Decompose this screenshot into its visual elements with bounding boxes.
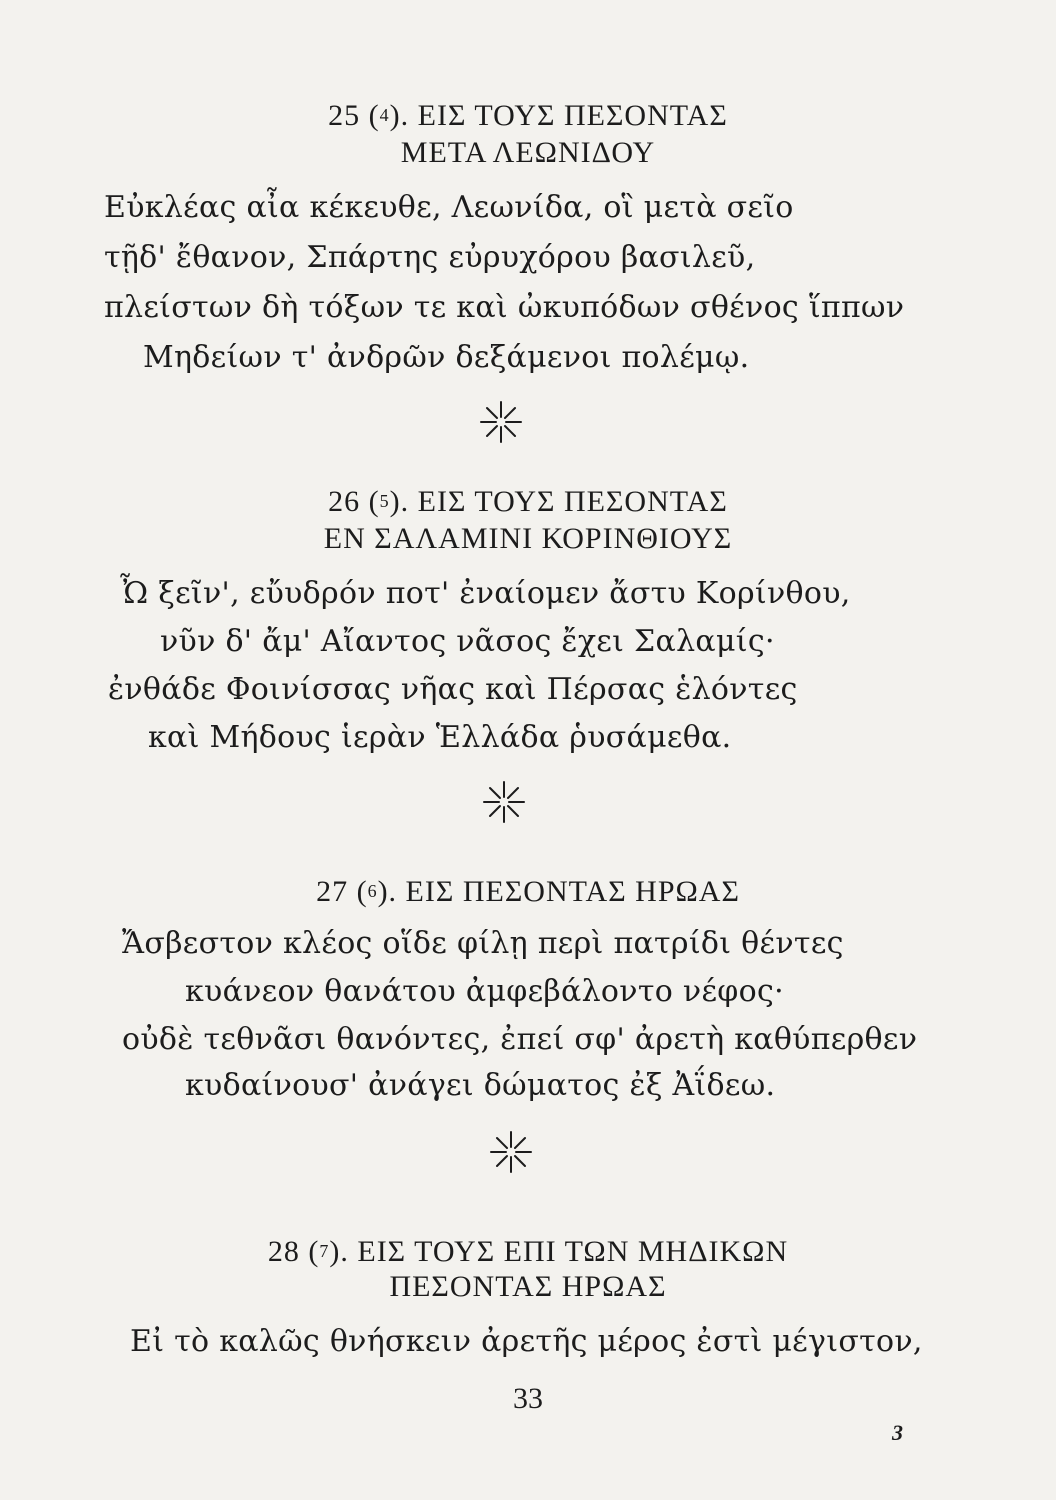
epigram-28-number: 28 ( (267, 1235, 320, 1268)
epigram-28-heading-line1 (0, 1232, 1056, 1271)
epigram-27-verse-1: Ἄσβεστον κλέος οἵδε φίλῃ περὶ πατρίδι θέντες (122, 926, 844, 961)
epigram-25-verse-3: πλείστων δὴ τόξων τε καὶ ὠκυπόδων σθένος ἵππων (104, 290, 905, 325)
epigram-26-number: 26 ( (328, 485, 380, 518)
page-number: 33 (513, 1382, 543, 1415)
epigram-26-verse-2: νῦν δ' ἄμ' Αἴαντος νᾶσος ἔχει Σαλαμίς· (160, 624, 775, 659)
epigram-28-source-number: 7 (319, 1241, 330, 1261)
epigram-26-verse-3: ἐνθάδε Φοινίσσας νῆας καὶ Πέρσας ἑλόντες (108, 672, 798, 707)
epigram-28-heading-line2: ΠΕΣΟΝΤΑΣ ΗΡΩΑΣ (389, 1270, 667, 1303)
epigram-25-heading-line2: ΜΕΤΑ ΛΕΩΝΙΔΟΥ (400, 136, 656, 169)
epigram-25-verse-4: Μηδείων τ' ἀνδρῶν δεξάμενοι πολέμῳ. (143, 340, 750, 375)
epigram-25-number: 25 ( (328, 99, 380, 132)
epigram-27-source-number: 6 (367, 881, 378, 901)
epigram-27-verse-2: κυάνεον θανάτου ἀμφεβάλοντο νέφος· (185, 974, 784, 1009)
epigram-25-title: ). ΕΙΣ ΤΟΥΣ ΠΕΣΟΝΤΑΣ (389, 99, 728, 132)
epigram-27-title: ). ΕΙΣ ΠΕΣΟΝΤΑΣ ΗΡΩΑΣ (377, 875, 740, 908)
epigram-26-source-number: 5 (379, 491, 390, 511)
epigram-27-heading-line1 (0, 872, 1056, 911)
asterisk-ornament (480, 778, 528, 826)
epigram-25-verse-2: τῇδ' ἔθανον, Σπάρτης εὐρυχόρου βασιλεῦ, (104, 240, 756, 275)
epigram-28-verse-1: Εἰ τὸ καλῶς θνήσκειν ἀρετῆς μέρος ἐστὶ μέγιστον, (130, 1324, 923, 1359)
epigram-25-verse-1: Εὐκλέας αἶα κέκευθε, Λεωνίδα, οἳ μετὰ σεῖο (104, 190, 794, 225)
epigram-26-title: ). ΕΙΣ ΤΟΥΣ ΠΕΣΟΝΤΑΣ (389, 485, 728, 518)
epigram-27-verse-3: οὐδὲ τεθνᾶσι θανόντες, ἐπεί σφ' ἀρετὴ καθύπερθεν (122, 1022, 918, 1057)
epigram-26-heading-line1 (0, 482, 1056, 521)
epigram-25-heading-line1 (0, 96, 1056, 135)
epigram-26-heading-line2: ΕΝ ΣΑΛΑΜΙΝΙ ΚΟΡΙΝΘΙΟΥΣ (323, 522, 733, 555)
asterisk-ornament (477, 398, 525, 446)
epigram-28-title: ). ΕΙΣ ΤΟΥΣ ΕΠΙ ΤΩΝ ΜΗΔΙΚΩΝ (329, 1235, 789, 1268)
asterisk-ornament (487, 1128, 535, 1176)
epigram-26-verse-4: καὶ Μήδους ἱερὰν Ἑλλάδα ῥυσάμεθα. (148, 720, 732, 755)
epigram-26-verse-1: Ὦ ξεῖν', εὔυδρόν ποτ' ἐναίομεν ἄστυ Κορίνθου, (120, 576, 851, 611)
epigram-25-source-number: 4 (379, 105, 390, 125)
corner-mark: 3 (892, 1420, 903, 1445)
epigram-27-verse-4: κυδαίνουσ' ἀνάγει δώματος ἐξ Ἀΐδεω. (185, 1068, 776, 1103)
epigram-27-number: 27 ( (316, 875, 368, 908)
